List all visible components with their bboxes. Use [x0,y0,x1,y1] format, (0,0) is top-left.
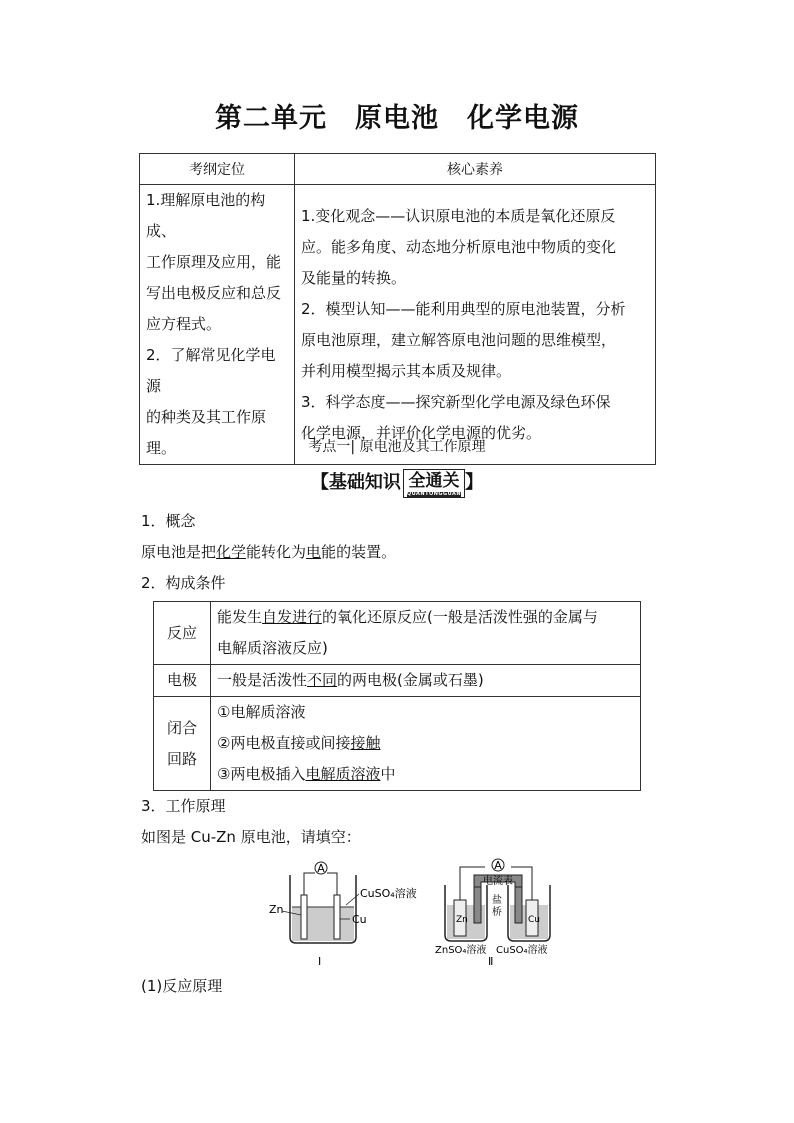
badge-logo: 全通关 QUANTONGGUAN [403,469,465,498]
section-heading: 1．概念 [141,512,196,530]
section-banner: 【基础知识 全通关 QUANTONGGUAN 】 [310,470,484,497]
row-head: 电极 [154,665,211,697]
svg-text:CuSO₄溶液: CuSO₄溶液 [496,945,548,956]
svg-text:Zn: Zn [456,915,468,925]
work-principle-text: 如图是 Cu-Zn 原电池，请填空： [141,828,361,846]
table-header: 考纲定位 [140,154,295,185]
cell-diagram-2 [435,859,550,968]
battery-figure [260,855,560,970]
svg-text:Ⅰ: Ⅰ [318,955,322,968]
section-heading: 3．工作原理 [141,797,226,815]
svg-text:桥: 桥 [492,907,502,918]
svg-text:A: A [317,862,325,875]
section-subtitle: 考点一| 原电池及其工作原理 [308,439,486,455]
svg-text:Cu: Cu [352,913,367,926]
concept-paragraph: 原电池是把化学能转化为电能的装置。 [141,543,397,561]
svg-text:ZnSO₄溶液: ZnSO₄溶液 [435,945,487,956]
cell-diagram-1 [269,862,417,968]
svg-text:CuSO₄溶液: CuSO₄溶液 [360,887,417,900]
section-heading: (1)反应原理 [141,977,223,995]
svg-text:Zn: Zn [269,903,284,916]
svg-text:A: A [494,859,502,872]
section-heading: 2．构成条件 [141,574,226,592]
table-header: 核心素养 [295,154,656,185]
syllabus-right-cell: 1.变化观念——认识原电池的本质是氧化还原反 应。能多角度、动态地分析原电池中物质的变化 及能量的转换。 2．模型认知——能利用典型的原电池装置，分析 原电池原理，建立解答原电池问题的思维模型， 并利用模型揭示其本质及规律。 3．科学态度——探究新型化学电源及绿色环保 化学电源，并评价化学电源的优劣。 [295,185,656,465]
svg-text:Ⅱ: Ⅱ [488,955,494,968]
svg-text:盐: 盐 [492,895,502,906]
row-content: ①电解质溶液 ②两电极直接或间接接触 ③两电极插入电解质溶液中 [211,697,641,791]
svg-text:电流表: 电流表 [483,876,513,887]
syllabus-left-cell: 1.理解原电池的构成、 工作原理及应用，能 写出电极反应和总反 应方程式。 2．了解常见化学电源 的种类及其工作原理。 [140,185,295,465]
syllabus-table [139,153,656,465]
page-title: 第二单元 原电池 化学电源 [215,103,579,134]
row-head: 闭合 回路 [154,697,211,791]
svg-text:Cu: Cu [528,915,540,925]
row-content: 一般是活泼性不同的两电极(金属或石墨) [211,665,641,697]
conditions-table [153,601,641,791]
row-head: 反应 [154,602,211,665]
row-content: 能发生自发进行的氧化还原反应(一般是活泼性强的金属与 电解质溶液反应) [211,602,641,665]
